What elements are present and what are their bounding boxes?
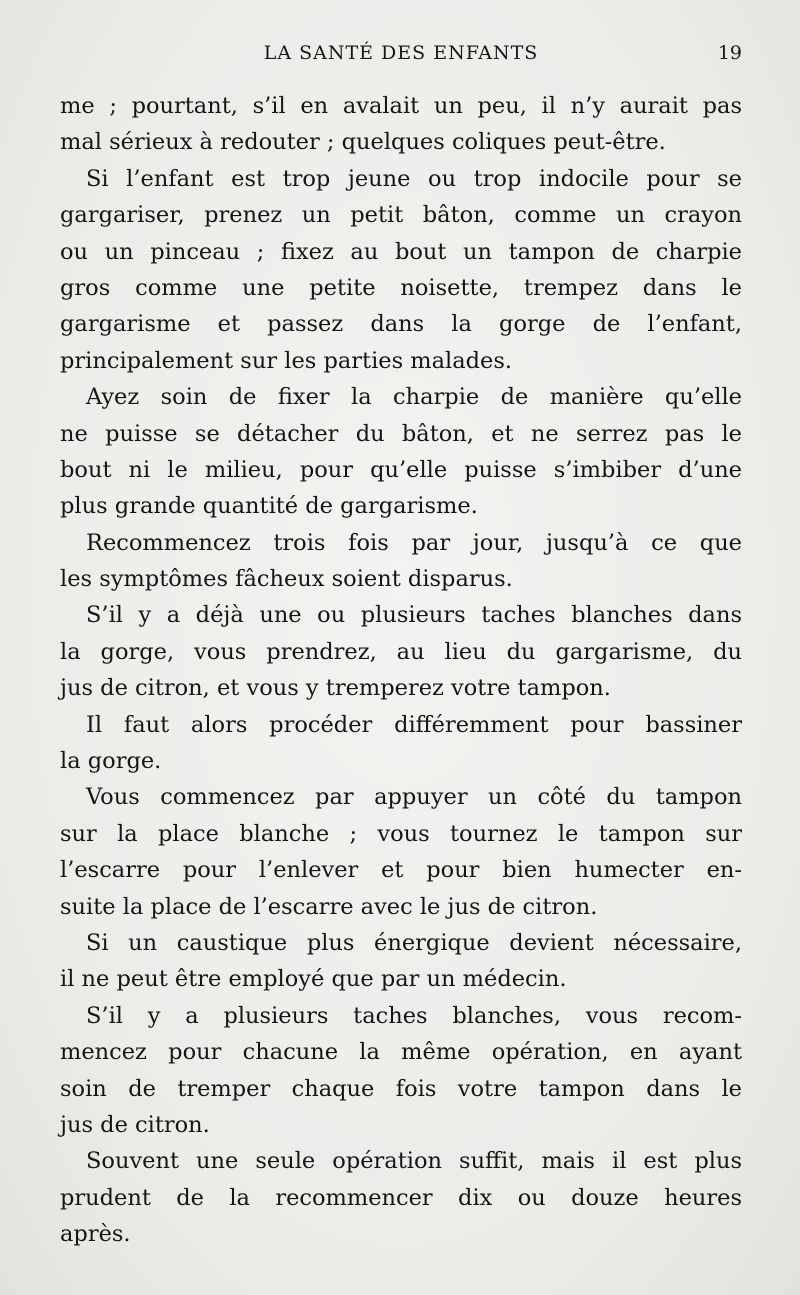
text-line: me ; pourtant, s’il en avalait un peu, il n’y aurait pas [60,93,742,119]
text-line: S’il y a plusieurs taches blanches, vous recom- [86,1002,742,1029]
text-line: principalement sur les parties malades. [60,347,513,374]
body-text [60,88,742,1253]
text-line: S’il y a déjà une ou plusieurs taches blanches dans [86,602,742,629]
text-line: bout ni le milieu, pour qu’elle puisse s’imbiber d’une [60,456,742,483]
text-line: Recommencez trois fois par jour, jusqu’à ce que [86,529,742,556]
text-line: mal sérieux à redouter ; quelques coliques peut-être. [60,129,666,156]
text-line: gargarisme et passez dans la gorge de l’enfant, [60,311,742,338]
text-line: il ne peut être employé que par un médecin. [60,966,567,993]
text-line: Souvent une seule opération suffit, mais il est plus [86,1148,742,1175]
text-line: plus grande quantité de gargarisme. [60,493,478,520]
text-line: la gorge. [60,748,162,775]
running-title: LA SANTÉ DES ENFANTS [263,42,539,64]
text-line: soin de tremper chaque fois votre tampon dans le [60,1075,742,1102]
text-line: ou un pinceau ; fixez au bout un tampon de charpie [60,238,742,265]
text-line: sur la place blanche ; vous tournez le tampon sur [60,820,742,847]
text-line: Si un caustique plus énergique devient nécessaire, [86,929,742,956]
page-number: 19 [717,42,742,64]
page-header [60,42,742,78]
text-line: après. [60,1221,131,1248]
text-line: l’escarre pour l’enlever et pour bien humecter en- [60,857,742,884]
text-line: gros comme une petite noisette, trempez dans le [60,274,742,301]
text-line: la gorge, vous prendrez, au lieu du gargarisme, du [60,638,742,665]
text-line: gargariser, prenez un petit bâton, comme un crayon [60,202,742,229]
text-line: jus de citron, et vous y tremperez votre tampon. [60,675,611,702]
text-line: Vous commencez par appuyer un côté du tampon [86,784,742,811]
text-line: Ayez soin de fixer la charpie de manière qu’elle [86,384,742,411]
text-line: ne puisse se détacher du bâton, et ne serrez pas le [60,420,742,447]
text-line: jus de citron. [60,1111,210,1138]
text-line: Il faut alors procéder différemment pour bassiner [86,711,742,738]
text-line: mencez pour chacune la même opération, en ayant [60,1039,742,1066]
text-line: Si l’enfant est trop jeune ou trop indocile pour se [86,165,742,192]
text-line: les symptômes fâcheux soient disparus. [60,566,513,593]
text-line: suite la place de l’escarre avec le jus de citron. [60,893,598,920]
text-line: prudent de la recommencer dix ou douze heures [60,1184,742,1211]
